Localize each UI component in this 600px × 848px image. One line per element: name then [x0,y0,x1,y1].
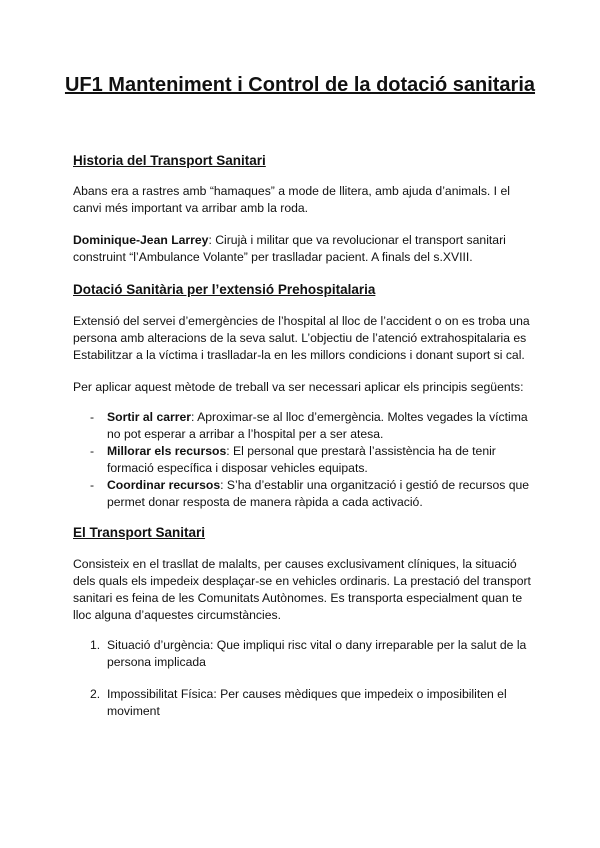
bullet-text: : S’ha d’establir una organització i gestió de recursos que permet donar resposta de manera ràpida a cada activació. [107,478,530,509]
circumstances-list [73,637,533,671]
bullet-marker: - [90,444,95,458]
dotacio-paragraph: Extensió del servei d’emergències de l’hospital al lloc de l’accident o on es troba una persona amb alteracions de la seva salut. L’objectiu de l’atenció extrahospitalaria es Estabilitzar a la víctima i traslladar-la en les millors condicions i donant suport si cal. [73,314,530,362]
document-title: UF1 Manteniment i Control de la dotació sanitaria [64,74,536,96]
item-text: Impossibilitat Física: Per causes mèdiques que impedeix o imposibiliten el moviment [107,687,507,718]
transport-paragraph: Consisteix en el trasllat de malalts, per causes exclusivament clíniques, la situació dels quals els impedeix desplaçar-se en vehicles ordinaris. La prestació del transport sanitari es feina de les Comunitats Autònomes. Es transporta especialment quan te lloc alguna d’aquestes circumstàncies. [73,557,531,622]
principles-list [73,409,533,511]
historia-paragraph: Abans era a rastres amb “hamaques” a mode de llitera, amb ajuda d’animals. I el canvi més important va arribar amb la roda. [73,184,510,215]
dotacio-intro-paragraph: Per aplicar aquest mètode de treball va ser necessari aplicar els principis següents: [73,380,524,394]
item-number: 2. [90,687,101,701]
bullet-label: Millorar els recursos [107,444,227,458]
bullet-text: : Aproximar-se al lloc d’emergència. Moltes vegades la víctima no pot esperar a arribar a l’hospital per a ser atesa. [107,410,528,441]
bullet-label: Sortir al carrer [107,410,192,424]
bullet-text: : El personal que prestarà l’assistència ha de tenir formació específica i disposar vehicles equipats. [107,444,496,475]
list-item [73,477,533,511]
larrey-paragraph [73,232,533,266]
list-item [73,443,533,477]
bullet-label: Coordinar recursos [107,478,221,492]
section-heading-transport: El Transport Sanitari [73,525,206,540]
bullet-marker: - [90,478,95,492]
section-heading-dotacio: Dotació Sanitària per l’extensió Prehospitalaria [73,282,376,297]
section-heading-historia: Historia del Transport Sanitari [73,153,266,168]
larrey-text: : Cirujà i militar que va revolucionar el transport sanitari construint “l’Ambulance Volante” per traslladar pacient. A finals del s.XVIII. [73,233,506,264]
bullet-marker: - [90,410,95,424]
list-item [73,686,533,720]
circumstances-list-continued [73,686,533,720]
item-text: Situació d’urgència: Que impliqui risc vital o dany irreparable per la salut de la persona implicada [107,638,527,669]
larrey-label: Dominique-Jean Larrey [73,233,209,247]
item-number: 1. [90,638,101,652]
list-item [73,637,533,671]
list-item [73,409,533,443]
